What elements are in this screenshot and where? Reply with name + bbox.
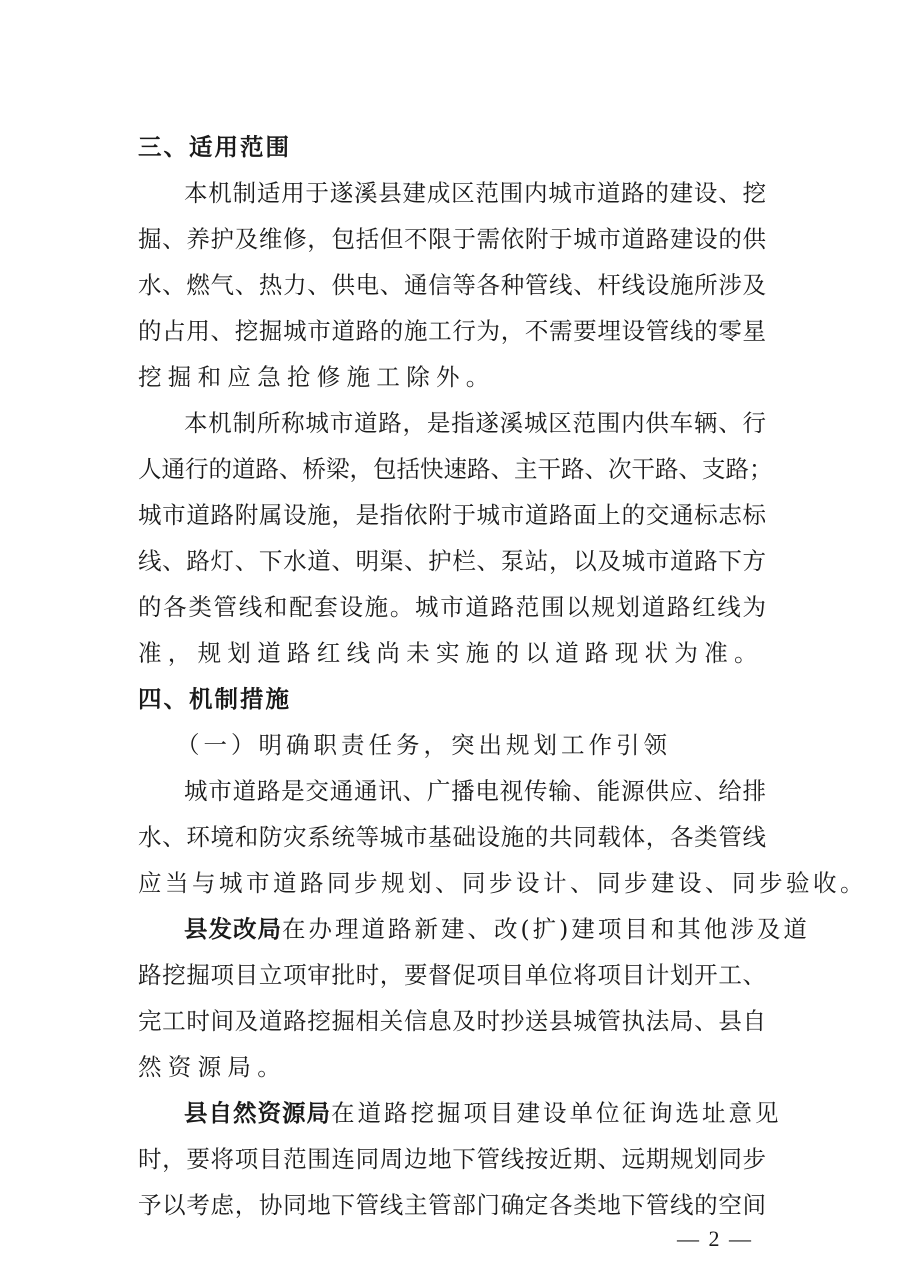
paragraph-line: 掘、养护及维修，包括但不限于需依附于城市道路建设的供 xyxy=(138,225,766,253)
paragraph-line: 然资源局。 xyxy=(138,1053,287,1081)
subsection-heading: （一）明确职责任务，突出规划工作引领 xyxy=(176,731,671,759)
paragraph-line: 时，要将项目范围连同周边地下管线按近期、远期规划同步 xyxy=(138,1145,766,1173)
paragraph-line: 本机制适用于遂溪县建成区范围内城市道路的建设、挖 xyxy=(184,179,766,207)
paragraph-line: 予以考虑，协同地下管线主管部门确定各类地下管线的空间 xyxy=(138,1191,766,1219)
paragraph-line: 水、燃气、热力、供电、通信等各种管线、杆线设施所涉及 xyxy=(138,271,766,299)
paragraph-text: 在道路挖掘项目建设单位征询选址意见 xyxy=(331,1099,782,1127)
bold-lead-development-bureau: 县发改局 xyxy=(184,915,282,943)
paragraph-first-line xyxy=(184,1098,782,1128)
paragraph-line: 的占用、挖掘城市道路的施工行为，不需要埋设管线的零星 xyxy=(138,317,766,345)
paragraph-line: 准，规划道路红线尚未实施的以道路现状为准。 xyxy=(138,639,764,667)
paragraph-line: 城市道路附属设施，是指依附于城市道路面上的交通标志标 xyxy=(138,501,766,529)
paragraph-line: 路挖掘项目立项审批时，要督促项目单位将项目计划开工、 xyxy=(138,961,766,989)
paragraph-line: 人通行的道路、桥梁，包括快速路、主干路、次干路、支路； xyxy=(138,455,773,483)
paragraph-text: 在办理道路新建、改(扩)建项目和其他涉及道 xyxy=(282,915,810,943)
paragraph-line: 挖掘和应急抢修施工除外。 xyxy=(138,363,496,391)
section-heading-scope: 三、适用范围 xyxy=(138,133,291,161)
page-number: — 2 — xyxy=(677,1226,753,1251)
paragraph-line: 本机制所称城市道路，是指遂溪城区范围内供车辆、行 xyxy=(184,409,766,437)
section-heading-measures: 四、机制措施 xyxy=(138,685,291,713)
paragraph-line: 水、环境和防灾系统等城市基础设施的共同载体，各类管线 xyxy=(138,823,766,851)
paragraph-line: 线、路灯、下水道、明渠、护栏、泵站，以及城市道路下方 xyxy=(138,547,766,575)
paragraph-line: 的各类管线和配套设施。城市道路范围以规划道路红线为 xyxy=(138,593,766,621)
bold-lead-natural-resources-bureau: 县自然资源局 xyxy=(184,1099,331,1127)
paragraph-line: 应当与城市道路同步规划、同步设计、同步建设、同步验收。 xyxy=(138,869,867,897)
paragraph-first-line xyxy=(184,914,810,944)
paragraph-line: 城市道路是交通通讯、广播电视传输、能源供应、给排 xyxy=(184,777,766,805)
paragraph-line: 完工时间及道路挖掘相关信息及时抄送县城管执法局、县自 xyxy=(138,1007,766,1035)
